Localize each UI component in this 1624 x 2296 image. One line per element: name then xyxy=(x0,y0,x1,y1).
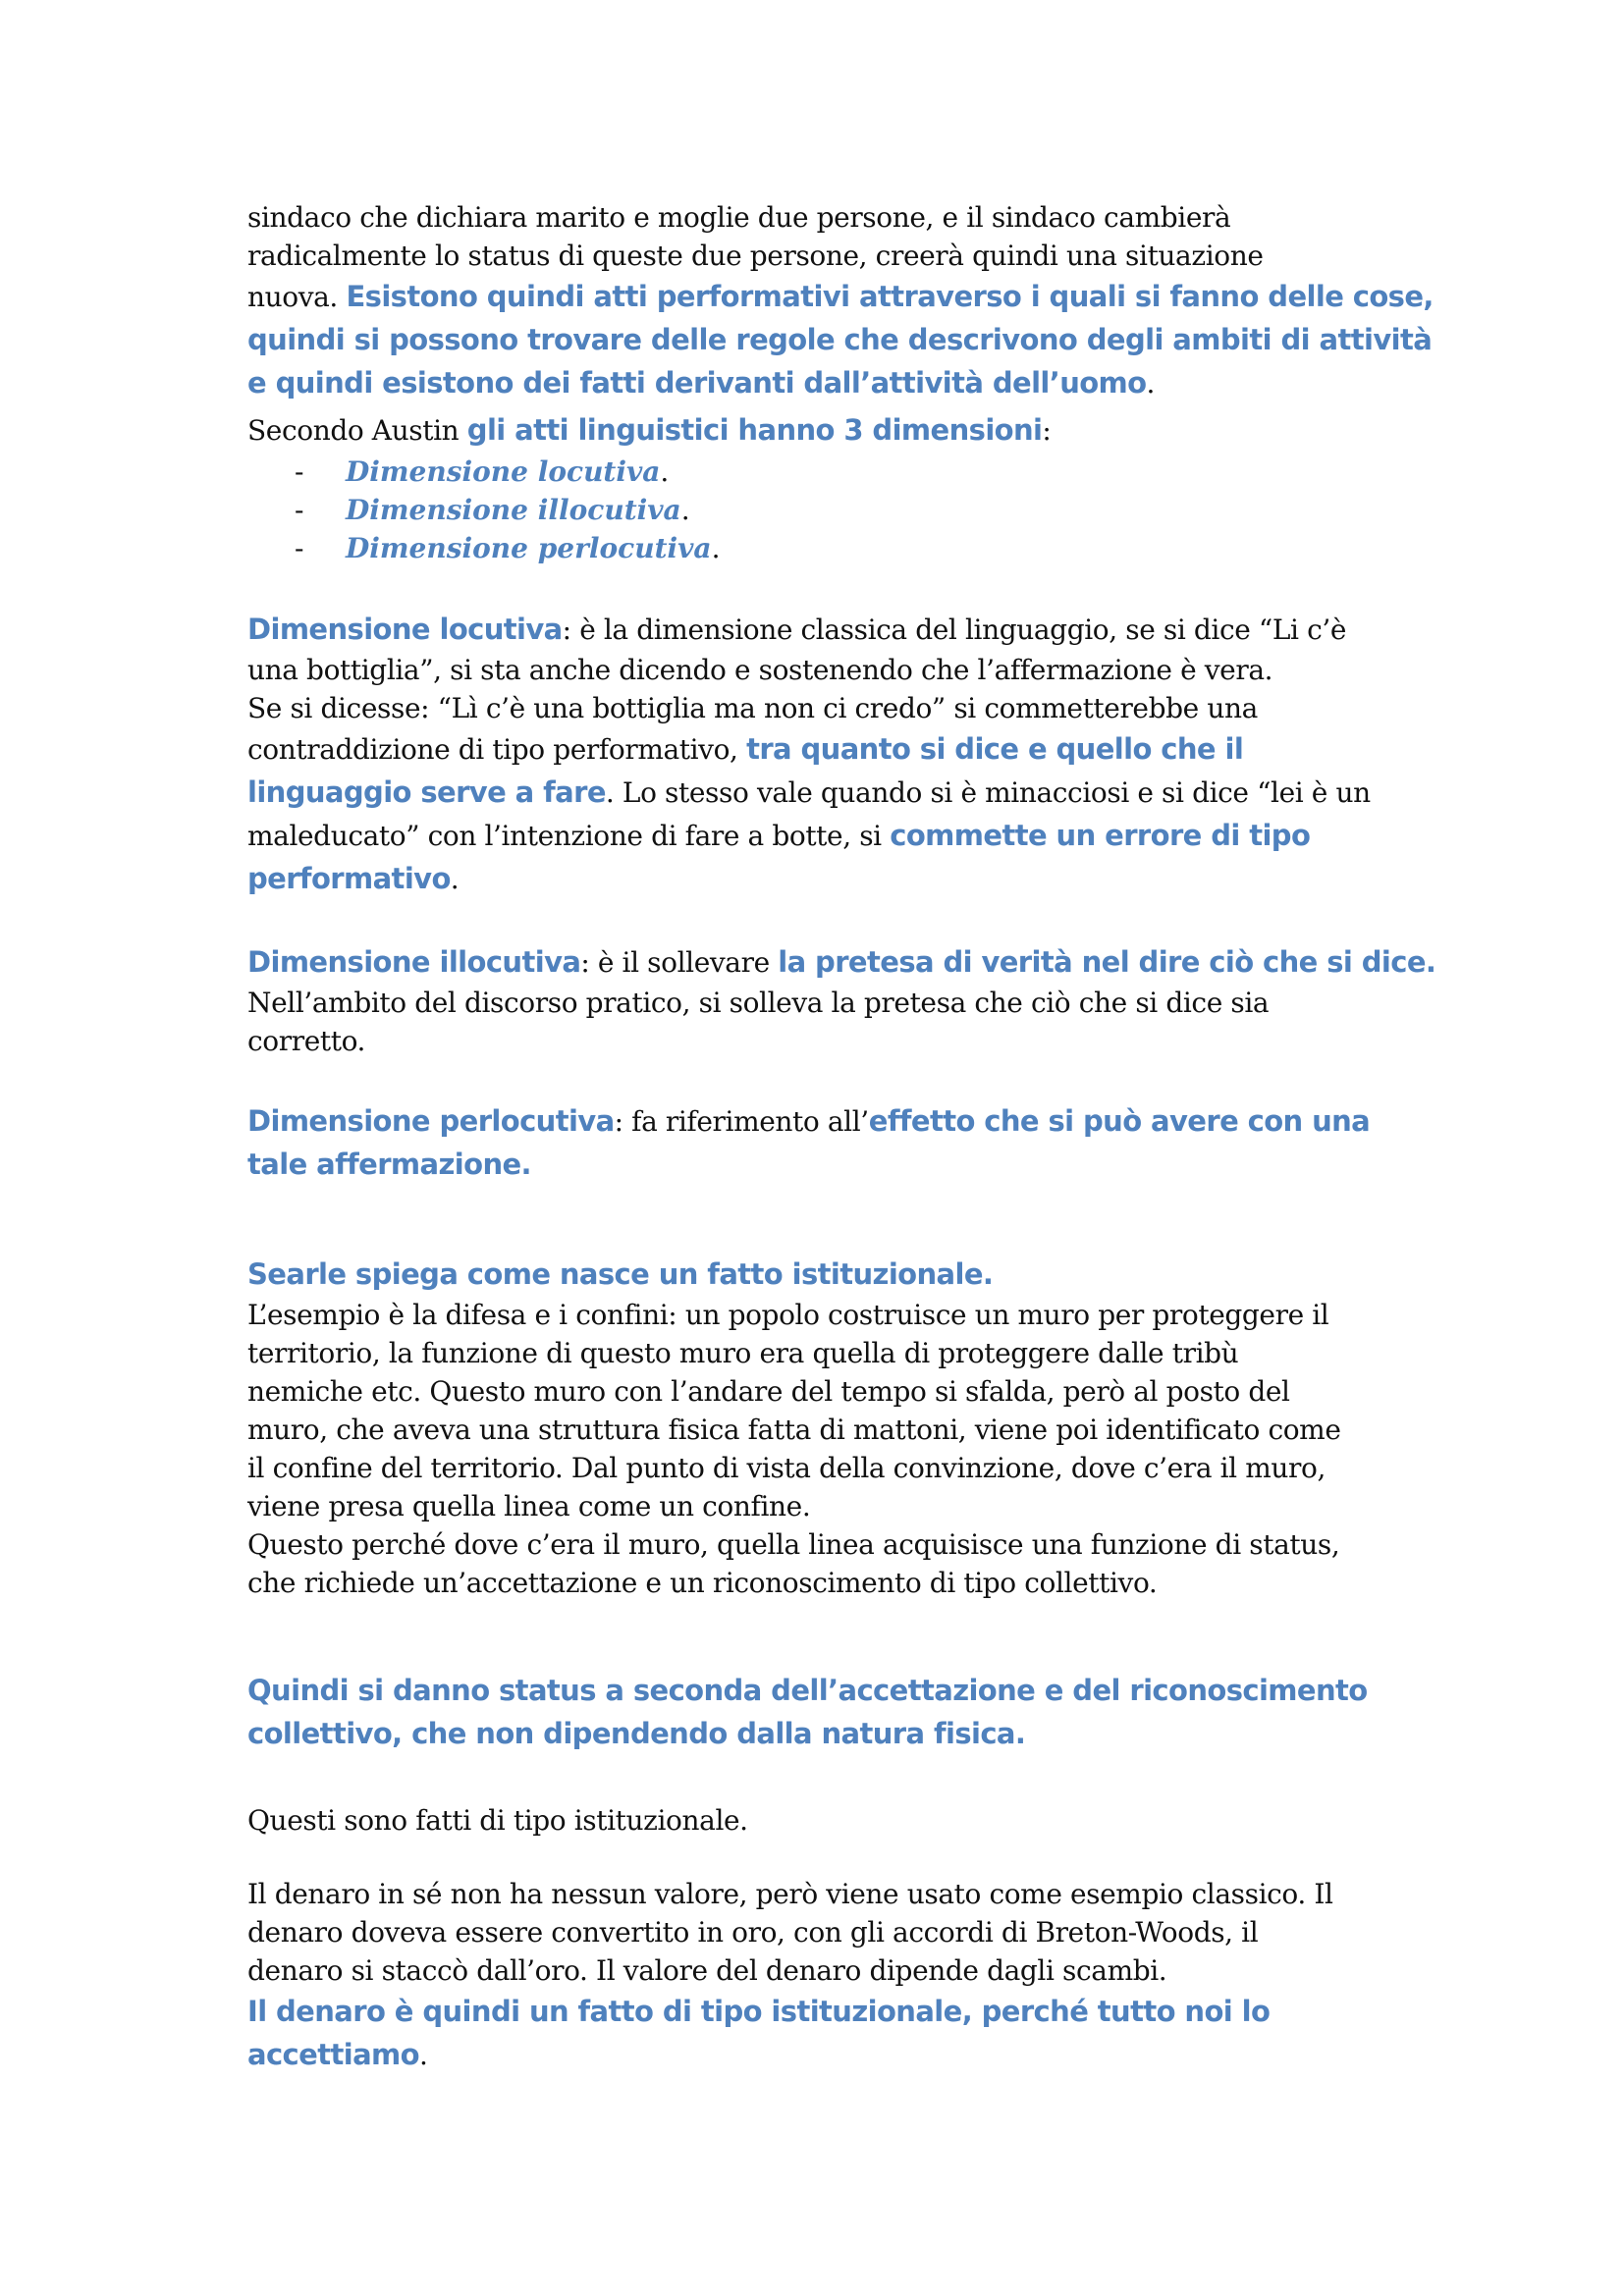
text-line: denaro si staccò dall’oro. Il valore del denaro dipende dagli scambi. xyxy=(247,1954,1167,1987)
text-line: Nell’ambito del discorso pratico, si solleva la pretesa che ciò che si dice sia xyxy=(247,987,1270,1019)
highlight-text: tra quanto si dice e quello che il xyxy=(746,732,1244,766)
highlight-text: gli atti linguistici hanno 3 dimensioni xyxy=(466,413,1043,447)
plain-text: . xyxy=(680,494,690,526)
highlight-text: collettivo, che non dipendendo dalla natura fisica. xyxy=(247,1717,1026,1750)
bullet-dash: - xyxy=(295,494,304,526)
text-line xyxy=(247,1669,1406,1712)
bullet-item-locutiva xyxy=(295,453,669,491)
section-heading: Searle spiega come nasce un fatto istituzionale. xyxy=(247,1257,994,1291)
plain-text: . xyxy=(450,863,460,895)
highlight-text: Esistono quindi atti performativi attraverso i quali si fanno delle cose, xyxy=(346,280,1434,313)
highlight-text: accettiamo xyxy=(247,2038,419,2071)
austin-line xyxy=(247,411,1406,450)
text-line xyxy=(247,361,1406,404)
text-line: viene presa quella linea come un confine. xyxy=(247,1490,811,1522)
text-line xyxy=(247,411,1406,450)
text-line: una bottiglia”, si sta anche dicendo e sostenendo che l’affermazione è vera. xyxy=(247,654,1273,686)
plain-text: . xyxy=(711,532,721,564)
plain-text: : è la dimensione classica del linguaggio, se si dice “Li c’è xyxy=(562,614,1347,646)
text-line: L’esempio è la difesa e i confini: un popolo costruisce un muro per proteggere il xyxy=(247,1299,1329,1331)
highlight-text: tale affermazione. xyxy=(247,1148,531,1181)
text-line: denaro doveva essere convertito in oro, con gli accordi di Breton-Woods, il xyxy=(247,1916,1259,1949)
illocutiva-section xyxy=(247,940,1436,1060)
locutiva-section xyxy=(247,608,1406,900)
questi-paragraph xyxy=(247,1801,1406,1840)
section-heading: Dimensione perlocutiva xyxy=(247,1104,615,1138)
text-line: territorio, la funzione di questo muro era quella di proteggere dalle tribù xyxy=(247,1337,1239,1369)
section-heading: Dimensione locutiva xyxy=(247,613,563,646)
text-line xyxy=(247,857,1406,900)
text-line: nemiche etc. Questo muro con l’andare del tempo si sfalda, però al posto del xyxy=(247,1375,1290,1408)
plain-text: Secondo Austin xyxy=(247,414,460,447)
plain-text: nuova. xyxy=(247,281,338,313)
intro-paragraph xyxy=(247,198,1434,404)
plain-text: . xyxy=(1146,367,1156,400)
highlight-text: quindi si possono trovare delle regole che descrivono degli ambiti di attività xyxy=(247,323,1433,356)
plain-text: . Lo stesso vale quando si è minacciosi e si dice “lei è un xyxy=(605,776,1371,809)
text-line: sindaco che dichiara marito e moglie due persone, e il sindaco cambierà xyxy=(247,201,1231,234)
bullet-label: Dimensione locutiva xyxy=(346,455,661,488)
plain-text: contraddizione di tipo performativo, xyxy=(247,733,738,766)
highlight-text: la pretesa di verità nel dire ciò che si dice. xyxy=(778,945,1436,979)
bullet-dash: - xyxy=(295,455,304,488)
quindi-paragraph xyxy=(247,1669,1406,1755)
text-line: muro, che aveva una struttura fisica fatta di mattoni, viene poi identificato come xyxy=(247,1414,1341,1446)
highlight-text: Quindi si danno status a seconda dell’accettazione e del riconoscimento xyxy=(247,1674,1368,1707)
bullet-label: Dimensione perlocutiva xyxy=(346,532,712,564)
highlight-text: Il denaro è quindi un fatto di tipo istituzionale, perché tutto noi lo xyxy=(247,1995,1271,2028)
highlight-text: effetto che si può avere con una xyxy=(868,1104,1371,1138)
bullet-label: Dimensione illocutiva xyxy=(346,494,681,526)
text-line xyxy=(247,1253,1406,1296)
text-line xyxy=(247,2033,1406,2076)
highlight-text: performativo xyxy=(247,862,451,895)
highlight-text: commette un errore di tipo xyxy=(890,819,1311,852)
text-line: il confine del territorio. Dal punto di vista della convinzione, dove c’era il muro, xyxy=(247,1452,1326,1484)
text-line xyxy=(247,1099,1406,1143)
plain-text: . xyxy=(660,455,670,488)
section-heading: Dimensione illocutiva xyxy=(247,945,581,979)
bullet-dash: - xyxy=(295,532,304,564)
text-line xyxy=(247,608,1406,651)
plain-text: : è il sollevare xyxy=(580,946,770,979)
highlight-text: e quindi esistono dei fatti derivanti dall’attività dell’uomo xyxy=(247,366,1147,400)
searle-section xyxy=(247,1253,1406,1602)
bullet-item-perlocutiva xyxy=(295,529,720,567)
text-line: radicalmente lo status di queste due persone, creerà quindi una situazione xyxy=(247,240,1264,272)
text-line xyxy=(247,940,1436,984)
plain-text: : xyxy=(1042,414,1052,447)
text-line xyxy=(247,771,1406,814)
text-line: che richiede un’accettazione e un riconoscimento di tipo collettivo. xyxy=(247,1567,1158,1599)
text-line: Se si dicesse: “Lì c’è una bottiglia ma non ci credo” si commetterebbe una xyxy=(247,692,1258,724)
text-line xyxy=(247,1143,1406,1186)
text-line xyxy=(247,727,1406,771)
text-line xyxy=(247,318,1433,361)
text-line: Questo perché dove c’era il muro, quella linea acquisisce una funzione di status, xyxy=(247,1528,1340,1561)
perlocutiva-section xyxy=(247,1099,1406,1186)
plain-text: maleducato” con l’intenzione di fare a botte, si xyxy=(247,820,882,852)
plain-text: : fa riferimento all’ xyxy=(614,1105,869,1138)
text-line xyxy=(247,814,1406,857)
denaro-paragraph xyxy=(247,1875,1406,2076)
text-line xyxy=(247,1712,1406,1755)
text-line: corretto. xyxy=(247,1025,366,1057)
text-line: Questi sono fatti di tipo istituzionale. xyxy=(247,1804,748,1837)
highlight-text: linguaggio serve a fare xyxy=(247,775,606,809)
text-line: Il denaro in sé non ha nessun valore, però viene usato come esempio classico. Il xyxy=(247,1878,1333,1910)
bullet-item-illocutiva xyxy=(295,491,690,529)
text-line xyxy=(247,1990,1406,2033)
plain-text: . xyxy=(419,2039,428,2071)
text-line xyxy=(247,275,1434,318)
